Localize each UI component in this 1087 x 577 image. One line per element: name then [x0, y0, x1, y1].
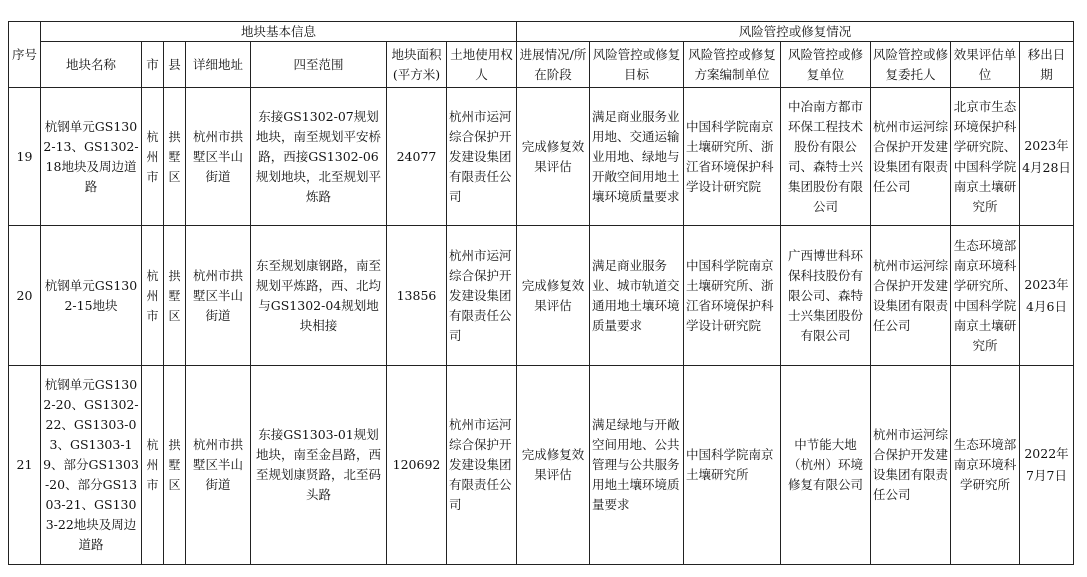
- cell-target: 满足绿地与开敞空间用地、公共管理与公共服务用地土壤环境质量要求: [590, 366, 684, 565]
- header-group-basic: 地块基本信息: [41, 22, 517, 42]
- header-name: 地块名称: [41, 42, 142, 88]
- cell-remove-date: 2023年4月28日: [1020, 88, 1074, 226]
- cell-owner: 杭州市运河综合保护开发建设集团有限责任公司: [447, 226, 517, 366]
- table-row: [9, 88, 1074, 226]
- header-plan-unit: 风险管控或修复方案编制单位: [684, 42, 781, 88]
- header-seq: 序号: [9, 22, 41, 88]
- cell-remove-date: 2023年4月6日: [1020, 226, 1074, 366]
- cell-repair-unit: 中冶南方都市环保工程技术股份有限公司、森特士兴集团股份有限公司: [781, 88, 871, 226]
- header-county: 县: [164, 42, 186, 88]
- cell-area: 120692: [387, 366, 447, 565]
- cell-progress: 完成修复效果评估: [517, 366, 590, 565]
- cell-boundary: 东接GS1303-01规划地块，南至金昌路，西至规划康贤路，北至码头路: [251, 366, 387, 565]
- cell-plan-unit: 中国科学院南京土壤研究所: [684, 366, 781, 565]
- cell-plan-unit: 中国科学院南京土壤研究所、浙江省环境保护科学设计研究院: [684, 226, 781, 366]
- cell-eval-unit: 北京市生态环境保护科学研究院、中国科学院南京土壤研究所: [951, 88, 1020, 226]
- cell-name: 杭钢单元GS1302-20、GS1302-22、GS1303-03、GS1303-19、部分GS1303-20、部分GS1303-21、GS1303-22地块及周边道路: [41, 366, 142, 565]
- header-client: 风险管控或修复委托人: [871, 42, 951, 88]
- cell-progress: 完成修复效果评估: [517, 226, 590, 366]
- cell-seq: 20: [9, 226, 41, 366]
- header-eval-unit: 效果评估单位: [951, 42, 1020, 88]
- header-repair-unit: 风险管控或修复单位: [781, 42, 871, 88]
- cell-client: 杭州市运河综合保护开发建设集团有限责任公司: [871, 226, 951, 366]
- cell-county: 拱墅区: [164, 366, 186, 565]
- header-boundary: 四至范围: [251, 42, 387, 88]
- cell-address: 杭州市拱墅区半山街道: [186, 88, 251, 226]
- cell-address: 杭州市拱墅区半山街道: [186, 366, 251, 565]
- cell-area: 13856: [387, 226, 447, 366]
- header-row-columns: [9, 42, 1074, 88]
- cell-client: 杭州市运河综合保护开发建设集团有限责任公司: [871, 88, 951, 226]
- cell-remove-date: 2022年7月7日: [1020, 366, 1074, 565]
- cell-city: 杭州市: [142, 226, 164, 366]
- cell-county: 拱墅区: [164, 88, 186, 226]
- cell-boundary: 东至规划康钢路，南至规划平炼路，西、北均与GS1302-04规划地块相接: [251, 226, 387, 366]
- cell-owner: 杭州市运河综合保护开发建设集团有限责任公司: [447, 366, 517, 565]
- header-area: 地块面积(平方米): [387, 42, 447, 88]
- cell-repair-unit: 中节能大地（杭州）环境修复有限公司: [781, 366, 871, 565]
- cell-boundary: 东接GS1302-07规划地块，南至规划平安桥路，西接GS1302-06规划地块，北至规划平炼路: [251, 88, 387, 226]
- header-group-risk: 风险管控或修复情况: [517, 22, 1074, 42]
- cell-client: 杭州市运河综合保护开发建设集团有限责任公司: [871, 366, 951, 565]
- cell-city: 杭州市: [142, 366, 164, 565]
- remediation-table: [8, 21, 1074, 565]
- cell-eval-unit: 生态环境部南京环境科学研究所、中国科学院南京土壤研究所: [951, 226, 1020, 366]
- header-row-group: [9, 22, 1074, 42]
- cell-owner: 杭州市运河综合保护开发建设集团有限责任公司: [447, 88, 517, 226]
- cell-area: 24077: [387, 88, 447, 226]
- cell-seq: 19: [9, 88, 41, 226]
- cell-target: 满足商业服务业、城市轨道交通用地土壤环境质量要求: [590, 226, 684, 366]
- header-city: 市: [142, 42, 164, 88]
- cell-city: 杭州市: [142, 88, 164, 226]
- table-row: [9, 366, 1074, 565]
- cell-repair-unit: 广西博世科环保科技股份有限公司、森特士兴集团股份有限公司: [781, 226, 871, 366]
- header-address: 详细地址: [186, 42, 251, 88]
- cell-eval-unit: 生态环境部南京环境科学研究所: [951, 366, 1020, 565]
- cell-name: 杭钢单元GS1302-13、GS1302-18地块及周边道路: [41, 88, 142, 226]
- header-owner: 土地使用权人: [447, 42, 517, 88]
- header-remove-date: 移出日期: [1020, 42, 1074, 88]
- cell-progress: 完成修复效果评估: [517, 88, 590, 226]
- cell-plan-unit: 中国科学院南京土壤研究所、浙江省环境保护科学设计研究院: [684, 88, 781, 226]
- cell-seq: 21: [9, 366, 41, 565]
- cell-name: 杭钢单元GS1302-15地块: [41, 226, 142, 366]
- header-target: 风险管控或修复目标: [590, 42, 684, 88]
- table-row: [9, 226, 1074, 366]
- cell-target: 满足商业服务业用地、交通运输业用地、绿地与开敞空间用地土壤环境质量要求: [590, 88, 684, 226]
- header-progress: 进展情况/所在阶段: [517, 42, 590, 88]
- cell-address: 杭州市拱墅区半山街道: [186, 226, 251, 366]
- cell-county: 拱墅区: [164, 226, 186, 366]
